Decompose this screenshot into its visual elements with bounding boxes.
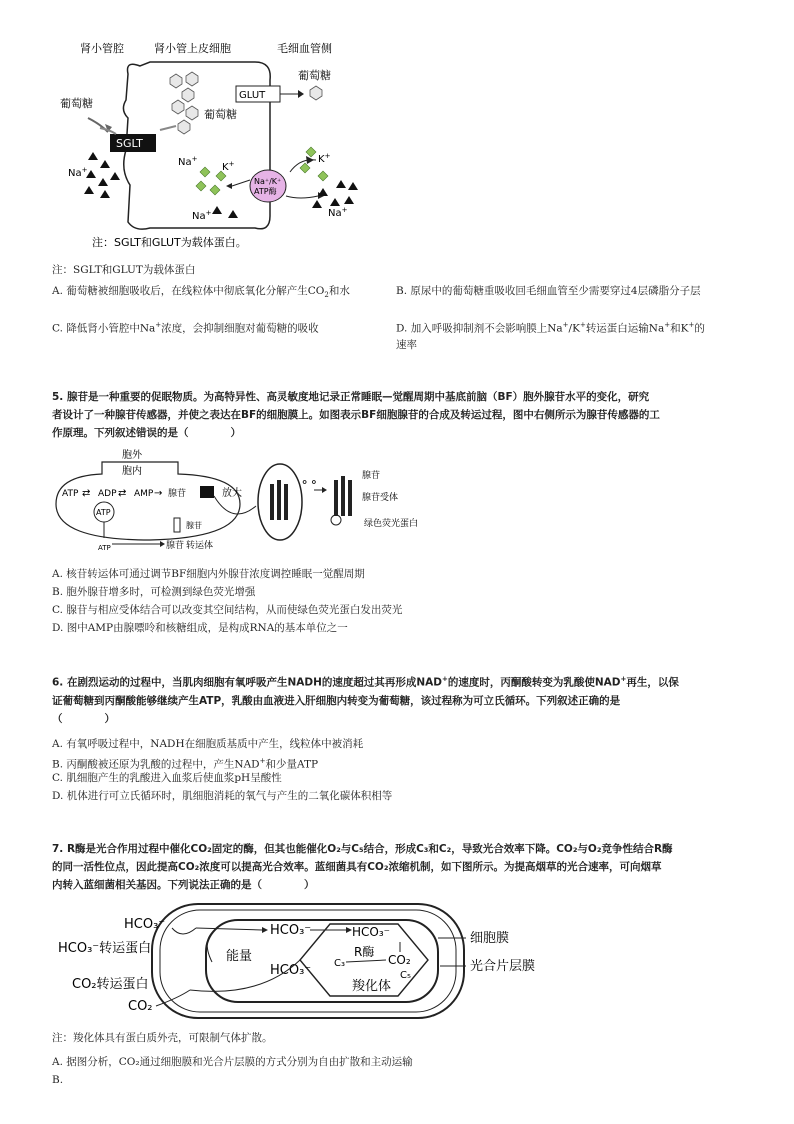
q6-stem: 6. 在剧烈运动的过程中，当肌肉细胞有氧呼吸产生NADH的速度超过其再形成NAD+的速度时，丙酮酸转变为乳酸使NAD+再生，以保 证葡萄糖到丙酮酸能够继续产生ATP，乳酸由血液进入肝细胞内转变为葡萄糖，该过程称为可立氏循环。下列叙述正确的是 （ ） — [52, 675, 679, 725]
label-adenosine-right: 腺苷 — [362, 471, 381, 481]
figure-kidney-transport — [0, 0, 794, 260]
label-sglt: SGLT — [116, 137, 143, 150]
label-pump-2: ATP酶 — [254, 187, 277, 196]
q7-option-a[interactable]: A. 据图分析，CO₂通过细胞膜和光合片层膜的方式分别为自由扩散和主动运输 — [52, 1056, 413, 1068]
q6-option-c[interactable]: C. 肌细胞产生的乳酸进入血浆后使血浆pH呈酸性 — [52, 772, 282, 784]
q5-option-c[interactable]: C. 腺苷与相应受体结合可以改变其空间结构，从而使绿色荧光蛋白发出荧光 — [52, 604, 403, 616]
figure-adenosine — [0, 446, 794, 556]
na-k-pump — [250, 170, 286, 202]
label-na-right: Na+ — [328, 206, 348, 219]
q6-option-b[interactable]: B. 丙酮酸被还原为乳酸的过程中，产生NAD+和少量ATP — [52, 757, 319, 771]
q4-option-c[interactable]: C. 降低肾小管腔中Na+浓度，会抑制细胞对葡萄糖的吸收 — [52, 321, 319, 335]
svg-text:⇄: ⇄ — [82, 488, 91, 499]
label-outside: 胞外 — [122, 450, 142, 461]
svg-text:转运体: 转运体 — [186, 541, 214, 551]
label-lumen: 肾小管腔 — [80, 42, 124, 55]
label-epithelial: 肾小管上皮细胞 — [154, 42, 231, 55]
svg-text:腺苷: 腺苷 — [166, 541, 185, 551]
q5-option-b[interactable]: B. 胞外腺苷增多时，可检测到绿色荧光增强 — [52, 586, 256, 598]
label-na-left: Na+ — [68, 166, 88, 179]
svg-text:ATP: ATP — [96, 508, 111, 517]
q6-option-d[interactable]: D. 机体进行可立氏循环时，肌细胞消耗的氧气与产生的二氧化碳体积相等 — [52, 790, 393, 802]
label-co2-out: CO₂ — [128, 999, 153, 1014]
label-k-mid: K+ — [222, 160, 235, 173]
q5-option-d[interactable]: D. 图中AMP由腺嘌呤和核糖组成，是构成RNA的基本单位之一 — [52, 622, 348, 634]
label-co2-transporter: CO₂转运蛋白 — [72, 977, 149, 992]
q6-option-a[interactable]: A. 有氧呼吸过程中，NADH在细胞质基质中产生，线粒体中被消耗 — [52, 738, 364, 750]
svg-text:腺苷: 腺苷 — [186, 521, 202, 530]
label-thylakoid: 光合片层膜 — [470, 959, 536, 974]
q4-note: 注：SGLT和GLUT为载体蛋白 — [52, 264, 196, 276]
svg-text:C₅: C₅ — [400, 970, 411, 981]
label-glucose-left: 葡萄糖 — [60, 97, 93, 110]
q4-option-a[interactable]: A. 葡萄糖被细胞吸收后，在线粒体中彻底氧化分解产生$CO_2$和水 — [52, 285, 350, 300]
label-adp: ADP — [98, 489, 117, 499]
label-k-right: K+ — [318, 152, 331, 165]
label-glut: GLUT — [239, 90, 266, 101]
cell-outline-5 — [56, 462, 240, 540]
q7-stem: 7. R酶是光合作用过程中催化CO₂固定的酶，但其也能催化O₂与C₅结合，形成C₃和C₂，导致光合效率下降。CO₂与O₂竞争性结合R酶 的同一活性位点，因此提高CO₂浓度可以提高光合效率。蓝细菌具有CO₂浓缩机制，如下图所示。为提高烟草的光合速率，可向烟草 内转入蓝细菌相关基因。下列说法正确的是（ ） — [52, 843, 673, 891]
q4-option-d[interactable]: D. 加入呼吸抑制剂不会影响膜上Na+/K+转运蛋白运输Na+和K+的 速率 — [396, 321, 705, 351]
label-gfp: 绿色荧光蛋白 — [364, 519, 419, 529]
label-amp: AMP — [134, 489, 154, 499]
q5-option-a[interactable]: A. 核苷转运体可通过调节BF细胞内外腺苷浓度调控睡眠一觉醒周期 — [52, 568, 365, 580]
q5-stem: 5. 腺苷是一种重要的促眠物质。为高特异性、高灵敏度地记录正常睡眠—觉醒周期中基底前脑（BF）胞外腺苷水平的变化，研究 者设计了一种腺苷传感器，并使之表达在BF的细胞膜上。如图表示BF细胞腺苷的合成及转运过程，图中右侧所示为腺苷传感器的工 作原理。下列叙述错误的是（ ） — [52, 391, 660, 439]
label-r-enzyme: R酶 — [354, 945, 375, 959]
label-hco3-transporter: HCO₃⁻转运蛋白 — [58, 941, 152, 956]
label-glucose-mid: 葡萄糖 — [204, 108, 237, 121]
svg-text:HCO₃⁻: HCO₃⁻ — [270, 923, 312, 938]
label-adenosine: 腺苷 — [168, 489, 187, 499]
label-capillary: 毛细血管侧 — [277, 42, 332, 55]
label-receptor: 腺苷受体 — [362, 493, 399, 503]
label-inside: 胞内 — [122, 466, 142, 477]
svg-text:C₃: C₃ — [334, 958, 345, 969]
label-hco3-out: HCO₃⁻ — [124, 917, 166, 932]
label-membrane: 细胞膜 — [470, 931, 510, 946]
svg-text:HCO₃⁻: HCO₃⁻ — [270, 963, 312, 978]
label-carboxysome: 羧化体 — [352, 979, 392, 994]
figure1-caption: 注：SGLT和GLUT为载体蛋白。 — [92, 236, 247, 249]
q7-option-b[interactable]: B. — [52, 1074, 64, 1086]
svg-text:⇄: ⇄ — [118, 488, 127, 499]
svg-text:⚬⚬: ⚬⚬ — [300, 476, 319, 489]
label-atp: ATP — [62, 489, 79, 499]
label-na-bottom: Na+ — [192, 209, 212, 222]
svg-text:→: → — [154, 488, 163, 499]
label-energy: 能量 — [226, 949, 253, 964]
label-glucose-right: 葡萄糖 — [298, 69, 331, 82]
label-amplify: 放大 — [222, 488, 242, 499]
svg-text:HCO₃⁻: HCO₃⁻ — [352, 925, 390, 939]
label-pump-1: Na⁺/K⁺ — [254, 177, 282, 186]
q4-option-b[interactable]: B. 原尿中的葡萄糖重吸收回毛细血管至少需要穿过4层磷脂分子层 — [396, 285, 701, 297]
figure-cyanobacteria — [0, 898, 794, 1022]
label-na-mid: Na+ — [178, 155, 198, 168]
q7-note: 注：羧化体具有蛋白质外壳，可限制气体扩散。 — [52, 1032, 273, 1044]
svg-text:CO₂: CO₂ — [388, 953, 411, 967]
svg-text:ATP: ATP — [98, 544, 111, 552]
